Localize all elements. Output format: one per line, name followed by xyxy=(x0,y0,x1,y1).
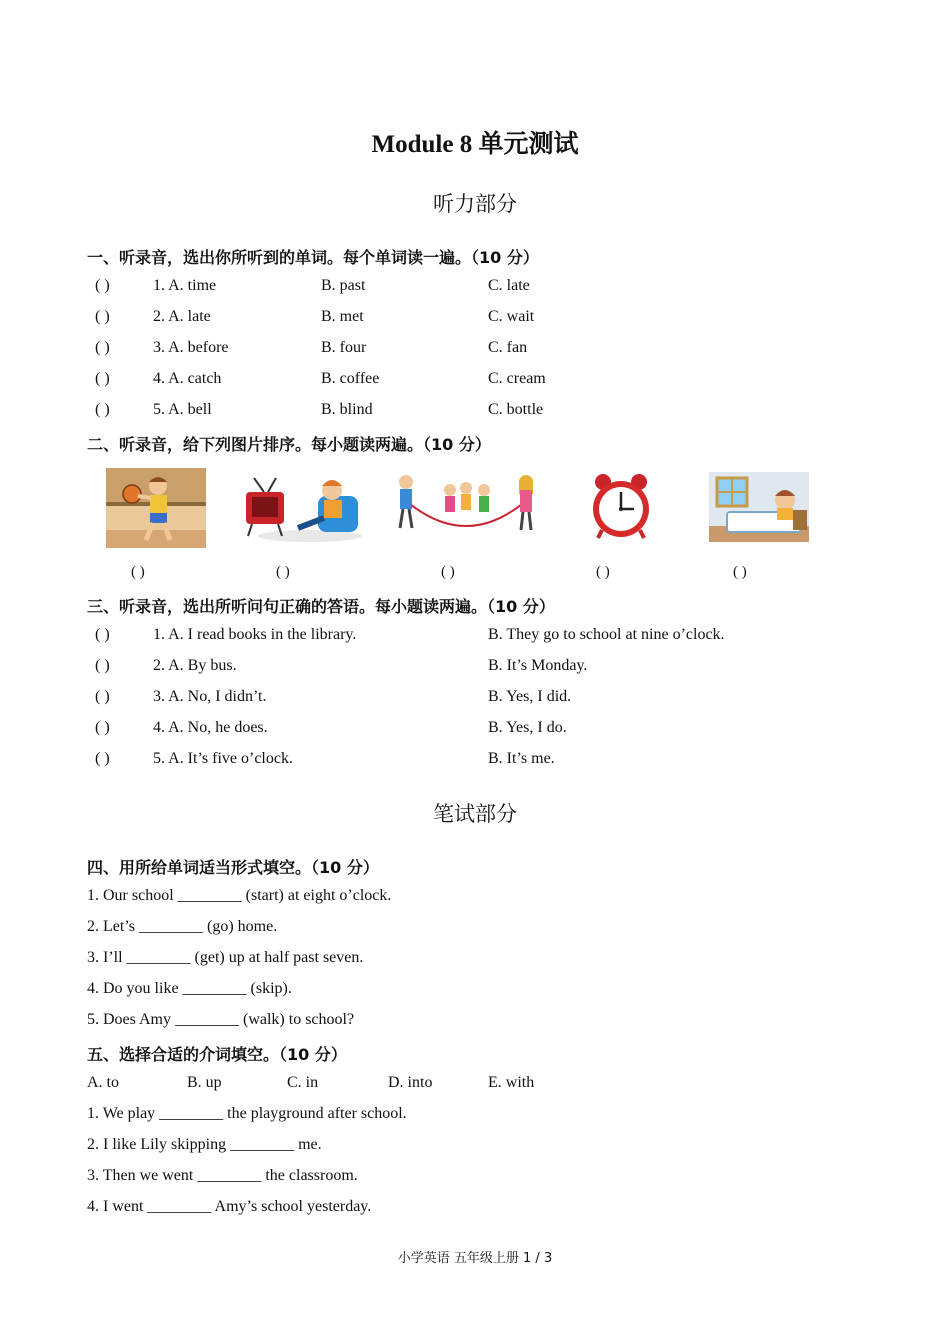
option-b: B. Yes, I did. xyxy=(488,688,572,705)
fill-blank-item: 3. I’ll ________ (get) up at half past seven. xyxy=(87,949,364,966)
option-a: 1. A. time xyxy=(153,277,217,294)
fill-blank-item: 3. Then we went ________ the classroom. xyxy=(87,1167,358,1184)
answer-paren[interactable]: ( ) xyxy=(95,339,110,356)
option-c: C. late xyxy=(488,277,530,294)
option-a: 4. A. catch xyxy=(153,370,222,387)
section-5-heading: 五、选择合适的介词填空。（10 分） xyxy=(87,1045,347,1064)
option-b: B. It’s me. xyxy=(488,750,555,767)
option-e: E. with xyxy=(488,1074,535,1091)
boy-waking-up-picture xyxy=(709,472,809,542)
option-b: B. coffee xyxy=(321,370,380,387)
option-b: B. Yes, I do. xyxy=(488,719,567,736)
answer-paren[interactable]: ( ) xyxy=(276,564,290,580)
answer-paren[interactable]: ( ) xyxy=(95,626,110,643)
option-c: C. in xyxy=(287,1074,319,1091)
option-a: A. to xyxy=(87,1074,119,1091)
option-a: 3. A. before xyxy=(153,339,229,356)
option-a: 1. A. I read books in the library. xyxy=(153,626,357,643)
option-b: B. It’s Monday. xyxy=(488,657,588,674)
option-b: B. They go to school at nine o’clock. xyxy=(488,626,725,643)
fill-blank-item: 1. We play ________ the playground after school. xyxy=(87,1105,407,1122)
option-a: 5. A. It’s five o’clock. xyxy=(153,750,293,767)
option-c: C. fan xyxy=(488,339,528,356)
answer-paren[interactable]: ( ) xyxy=(95,370,110,387)
fill-blank-item: 2. Let’s ________ (go) home. xyxy=(87,918,278,935)
children-skipping-rope-picture xyxy=(392,470,540,542)
boy-watching-tv-picture xyxy=(240,470,364,546)
answer-paren[interactable]: ( ) xyxy=(95,657,110,674)
section-3-heading: 三、听录音，选出所听问句正确的答语。每小题读两遍。（10 分） xyxy=(87,597,555,616)
page-title: Module 8 单元测试 xyxy=(371,131,579,158)
option-b: B. past xyxy=(321,277,366,294)
section-4-heading: 四、用所给单词适当形式填空。（10 分） xyxy=(87,858,379,877)
answer-paren[interactable]: ( ) xyxy=(131,564,145,580)
option-b: B. met xyxy=(321,308,364,325)
answer-paren[interactable]: ( ) xyxy=(95,719,110,736)
option-c: C. cream xyxy=(488,370,546,387)
answer-paren[interactable]: ( ) xyxy=(95,308,110,325)
fill-blank-item: 4. Do you like ________ (skip). xyxy=(87,980,292,997)
option-b: B. up xyxy=(187,1074,222,1091)
answer-paren[interactable]: ( ) xyxy=(95,688,110,705)
option-c: C. bottle xyxy=(488,401,544,418)
listening-header: 听力部分 xyxy=(433,192,517,216)
section-2-heading: 二、听录音，给下列图片排序。每小题读两遍。（10 分） xyxy=(87,435,491,454)
option-a: 3. A. No, I didn’t. xyxy=(153,688,267,705)
page-footer: 小学英语 五年级上册 1 / 3 xyxy=(397,1251,553,1266)
answer-paren[interactable]: ( ) xyxy=(441,564,455,580)
fill-blank-item: 1. Our school ________ (start) at eight o’clock. xyxy=(87,887,392,904)
option-a: 4. A. No, he does. xyxy=(153,719,268,736)
option-d: D. into xyxy=(388,1074,433,1091)
option-b: B. four xyxy=(321,339,367,356)
option-a: 5. A. bell xyxy=(153,401,212,418)
answer-paren[interactable]: ( ) xyxy=(596,564,610,580)
answer-paren[interactable]: ( ) xyxy=(733,564,747,580)
fill-blank-item: 4. I went ________ Amy’s school yesterday. xyxy=(87,1198,372,1215)
fill-blank-item: 5. Does Amy ________ (walk) to school? xyxy=(87,1011,355,1028)
answer-paren[interactable]: ( ) xyxy=(95,750,110,767)
option-a: 2. A. By bus. xyxy=(153,657,237,674)
option-a: 2. A. late xyxy=(153,308,211,325)
alarm-clock-picture xyxy=(588,472,654,540)
option-b: B. blind xyxy=(321,401,373,418)
fill-blank-item: 2. I like Lily skipping ________ me. xyxy=(87,1136,322,1153)
section-1-heading: 一、听录音，选出你所听到的单词。每个单词读一遍。（10 分） xyxy=(87,248,539,267)
answer-paren[interactable]: ( ) xyxy=(95,401,110,418)
option-c: C. wait xyxy=(488,308,535,325)
answer-paren[interactable]: ( ) xyxy=(95,277,110,294)
basketball-player-picture xyxy=(106,468,206,548)
writing-header: 笔试部分 xyxy=(433,802,517,826)
